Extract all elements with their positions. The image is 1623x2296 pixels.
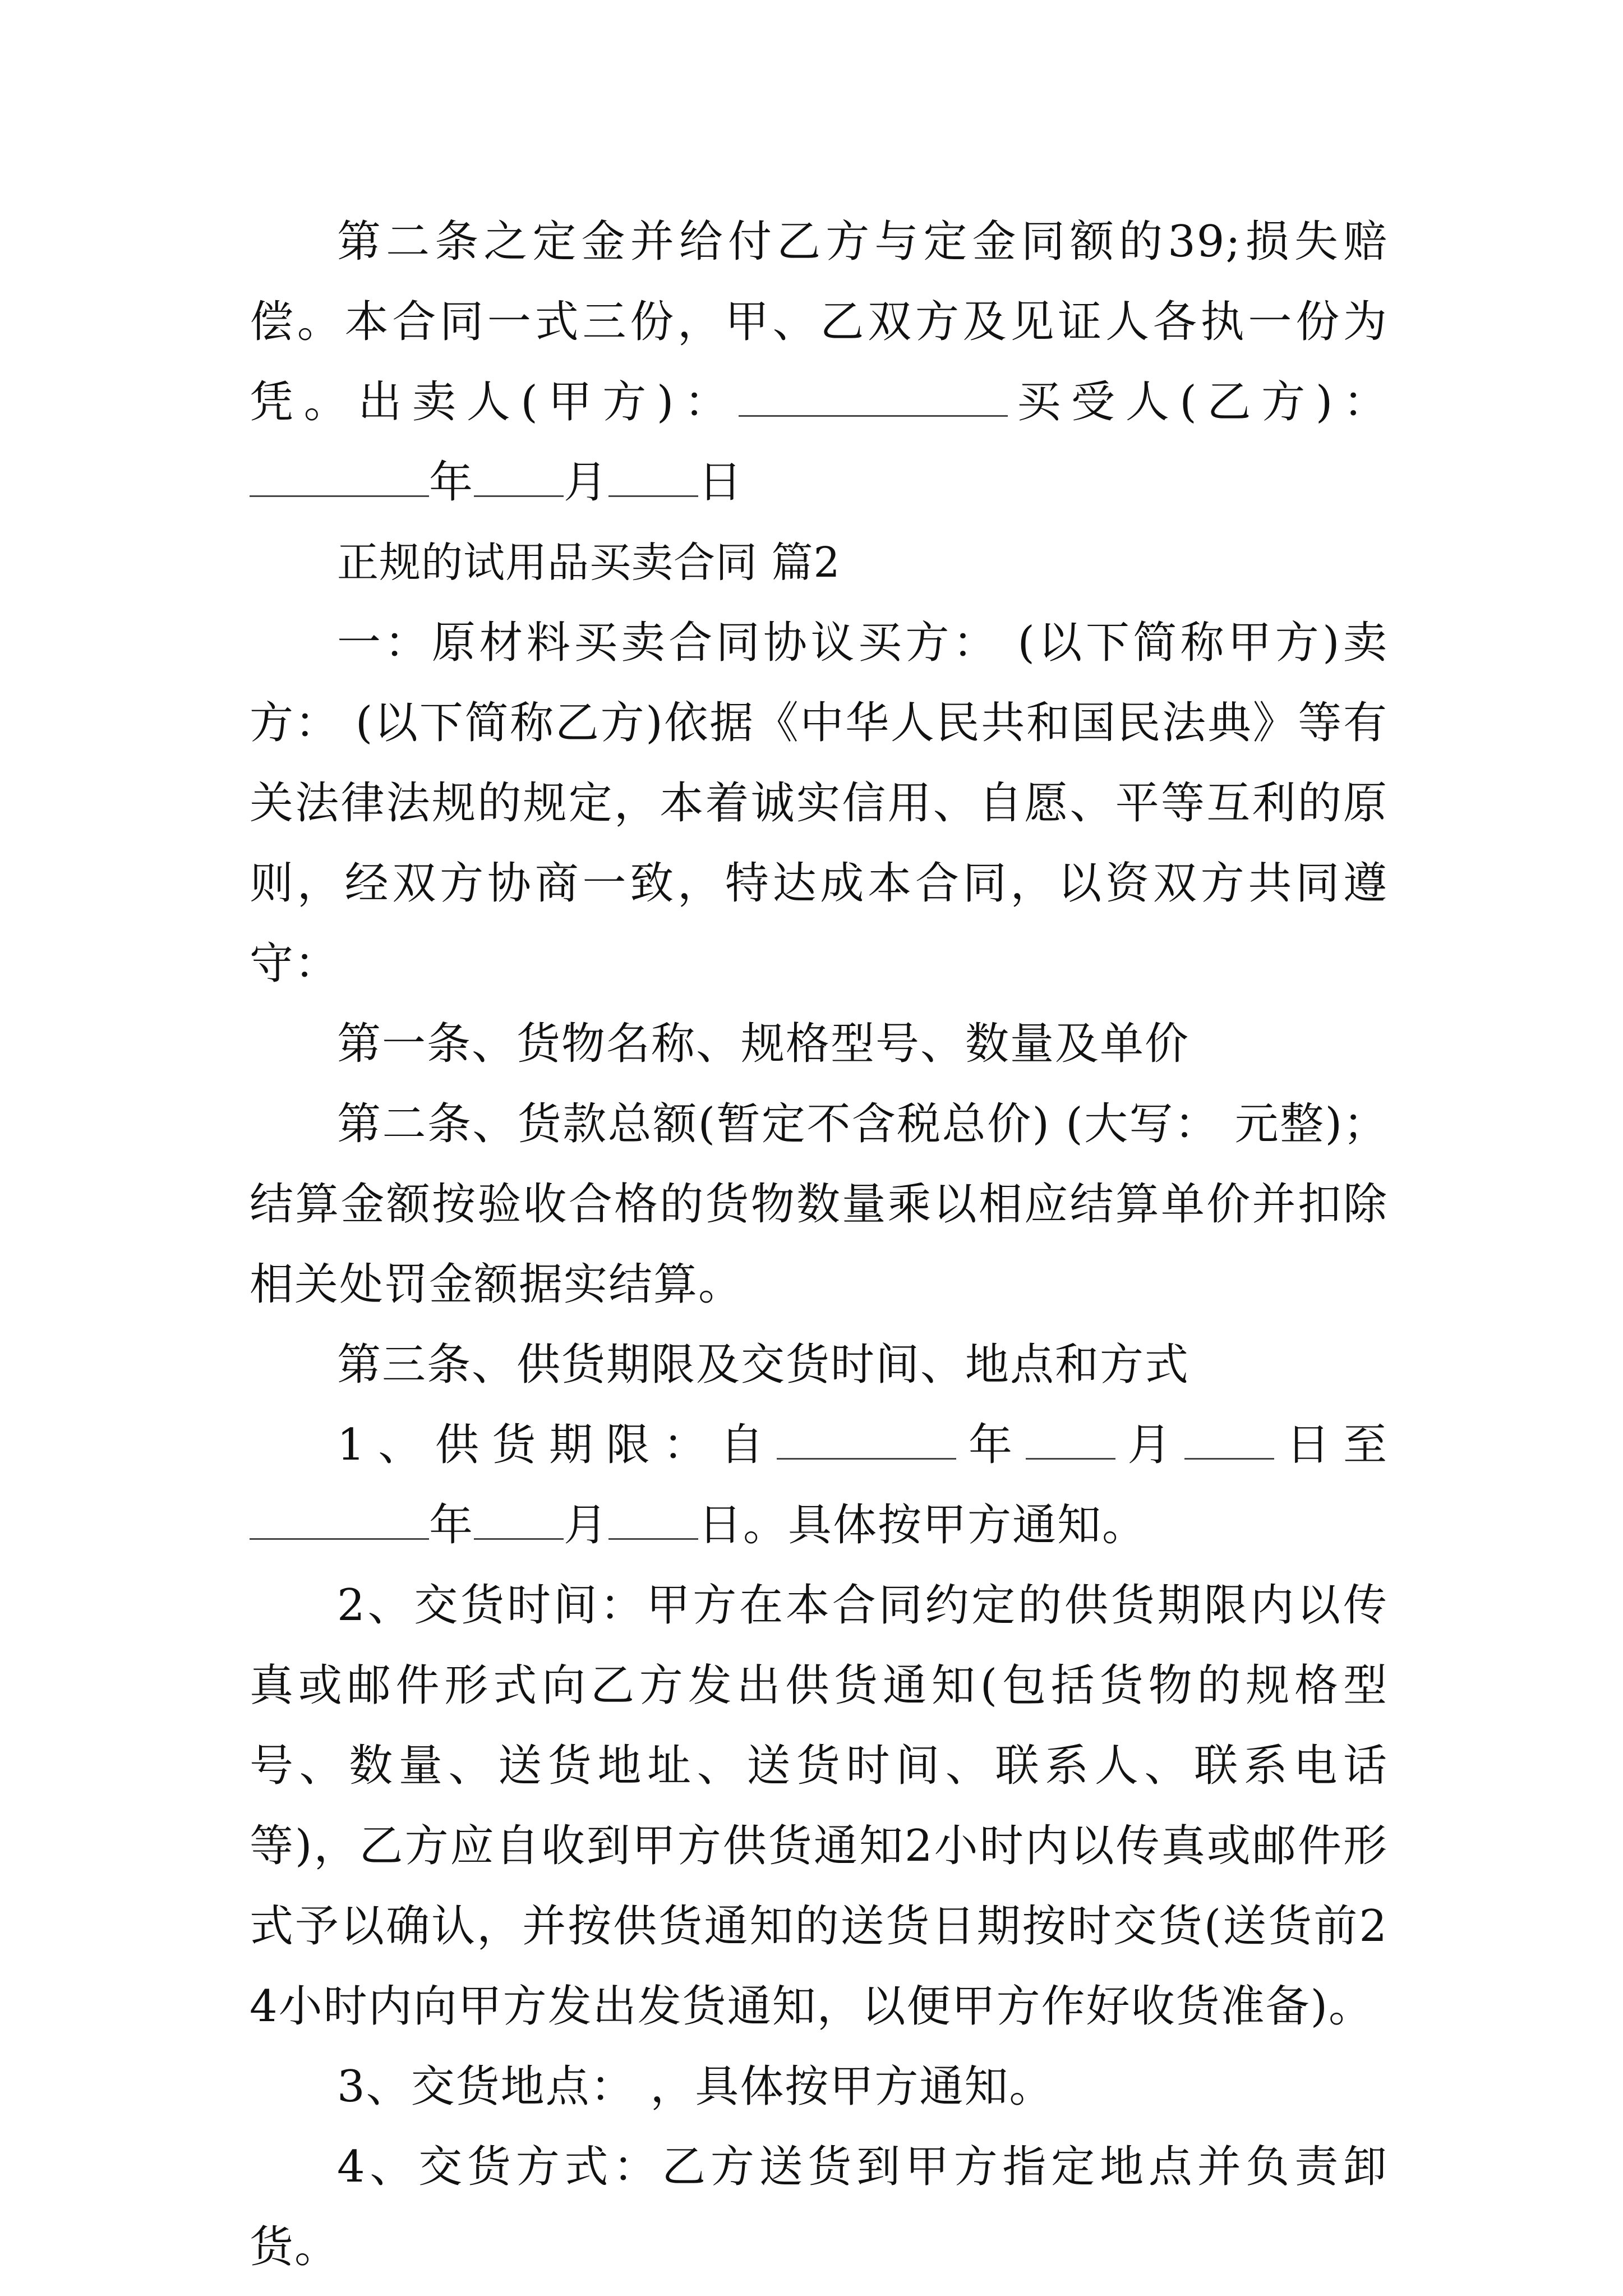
seller-signature-blank	[739, 380, 1008, 417]
text-deposit-clause: 第二条之定金并给付乙方与定金同额的39;损失赔偿。本合同一式三份，甲、乙双方及见证人各执一份为凭。出卖人(甲方)：	[250, 217, 1388, 427]
end-year-blank	[250, 1503, 429, 1540]
paragraph-deposit-clause	[250, 202, 1388, 523]
end-month-blank	[474, 1503, 564, 1540]
start-day-blank	[1184, 1423, 1274, 1460]
start-year-blank	[777, 1423, 956, 1460]
document-body	[250, 202, 1388, 2288]
text-month: 月	[564, 457, 609, 508]
paragraph-article-3: 第三条、供货期限及交货时间、地点和方式	[337, 1340, 1190, 1390]
text-start-month: 月	[1115, 1420, 1184, 1470]
text-start-year: 年	[956, 1420, 1026, 1470]
section-heading: 正规的试用品买卖合同 篇2	[337, 539, 841, 587]
paragraph-article-2: 第二条、货款总额(暂定不含税总价) (大写： 元整)；结算金额按验收合格的货物数量乘以相应结算单价并扣除相关处罚金额据实结算。	[250, 1099, 1388, 1310]
start-month-blank	[1026, 1423, 1115, 1460]
paragraph-supply-period	[250, 1405, 1388, 1566]
text-start-day: 日至	[1274, 1420, 1388, 1470]
month-blank	[608, 461, 698, 497]
text-day: 日	[698, 457, 744, 508]
paragraph-delivery-method: 4、交货方式：乙方送货到甲方指定地点并负责卸货。	[250, 2142, 1388, 2272]
end-day-blank	[608, 1503, 698, 1540]
paragraph-delivery-place: 3、交货地点： ，具体按甲方通知。	[337, 2062, 1054, 2112]
text-buyer-label: 买受人(乙方)：	[1007, 377, 1388, 427]
text-end-month: 月	[564, 1500, 609, 1550]
paragraph-article-1: 第一条、货物名称、规格型号、数量及单价	[337, 1019, 1190, 1069]
text-year: 年	[429, 457, 474, 508]
year-blank	[474, 461, 564, 497]
buyer-signature-blank	[250, 461, 429, 497]
paragraph-agreement-intro: 一：原材料买卖合同协议买方： (以下简称甲方)卖方： (以下简称乙方)依据《中华人民共和国民法典》等有关法律法规的规定，本着诚实信用、自愿、平等互利的原则，经双方协商一致，特达成本合同，以资双方共同遵守：	[250, 618, 1388, 989]
text-supply-period-label: 1、供货期限：自	[337, 1420, 777, 1470]
text-end-year: 年	[429, 1500, 474, 1550]
text-end-day: 日。具体按甲方通知。	[698, 1500, 1147, 1550]
paragraph-delivery-time: 2、交货时间：甲方在本合同约定的供货期限内以传真或邮件形式向乙方发出供货通知(包括货物的规格型号、数量、送货地址、送货时间、联系人、联系电话等)，乙方应自收到甲方供货通知2小时内以传真或邮件形式予以确认，并按供货通知的送货日期按时交货(送货前24小时内向甲方发出发货通知，以便甲方作好收货准备)。	[250, 1580, 1388, 2032]
